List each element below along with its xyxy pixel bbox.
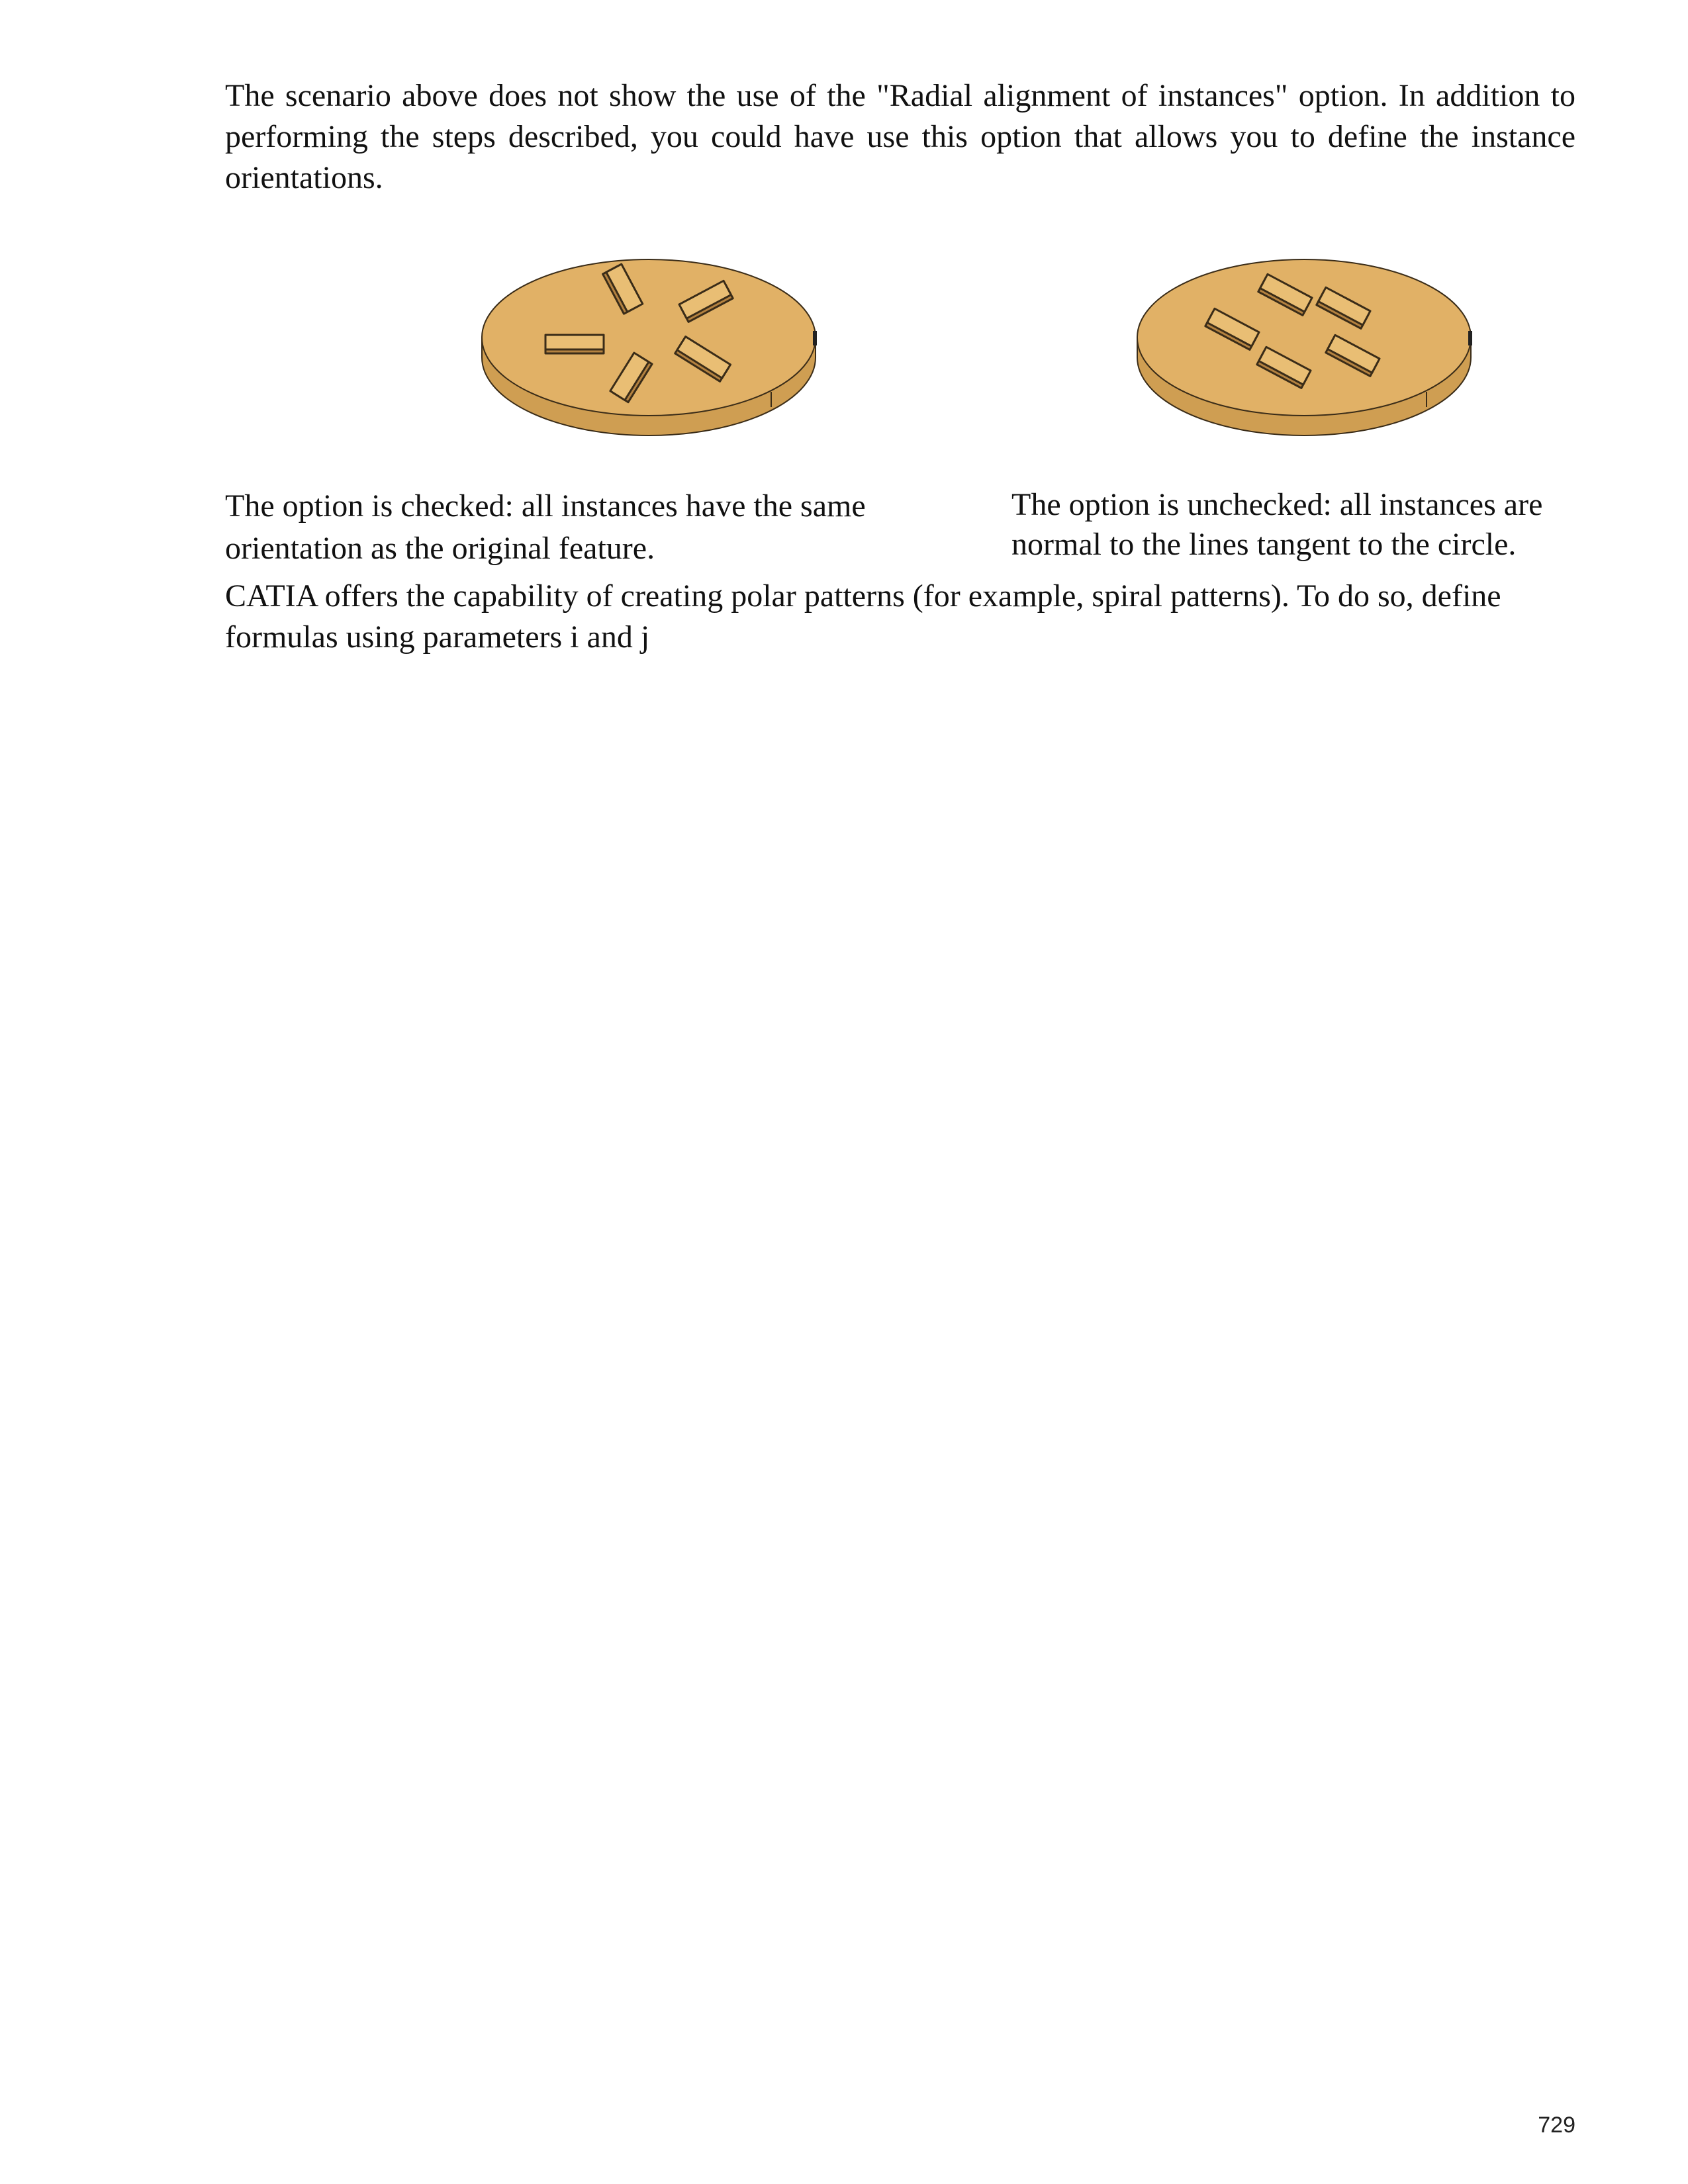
caption-unchecked: The option is unchecked: all instances are normal to the lines tangent to the circle. [1011,487,1543,562]
pattern-disk-checked-icon [477,232,821,437]
closing-paragraph: CATIA offers the capability of creating polar patterns (for example, spiral patterns). To do so, define formulas using parameters i and j [225,578,1501,655]
pattern-disk-checked-image [477,232,821,437]
pattern-disk-unchecked-icon [1132,232,1476,437]
intro-paragraph: The scenario above does not show the use of the "Radial alignment of instances" option. In addition to performing the steps described, you could have use this option that allows you to define the instance orientations. [225,78,1575,195]
caption-checked: The option is checked: all instances have the same orientation as the original feature. [225,488,866,566]
page-number: 729 [1538,2113,1575,2138]
pattern-disk-unchecked-image [1132,232,1476,437]
